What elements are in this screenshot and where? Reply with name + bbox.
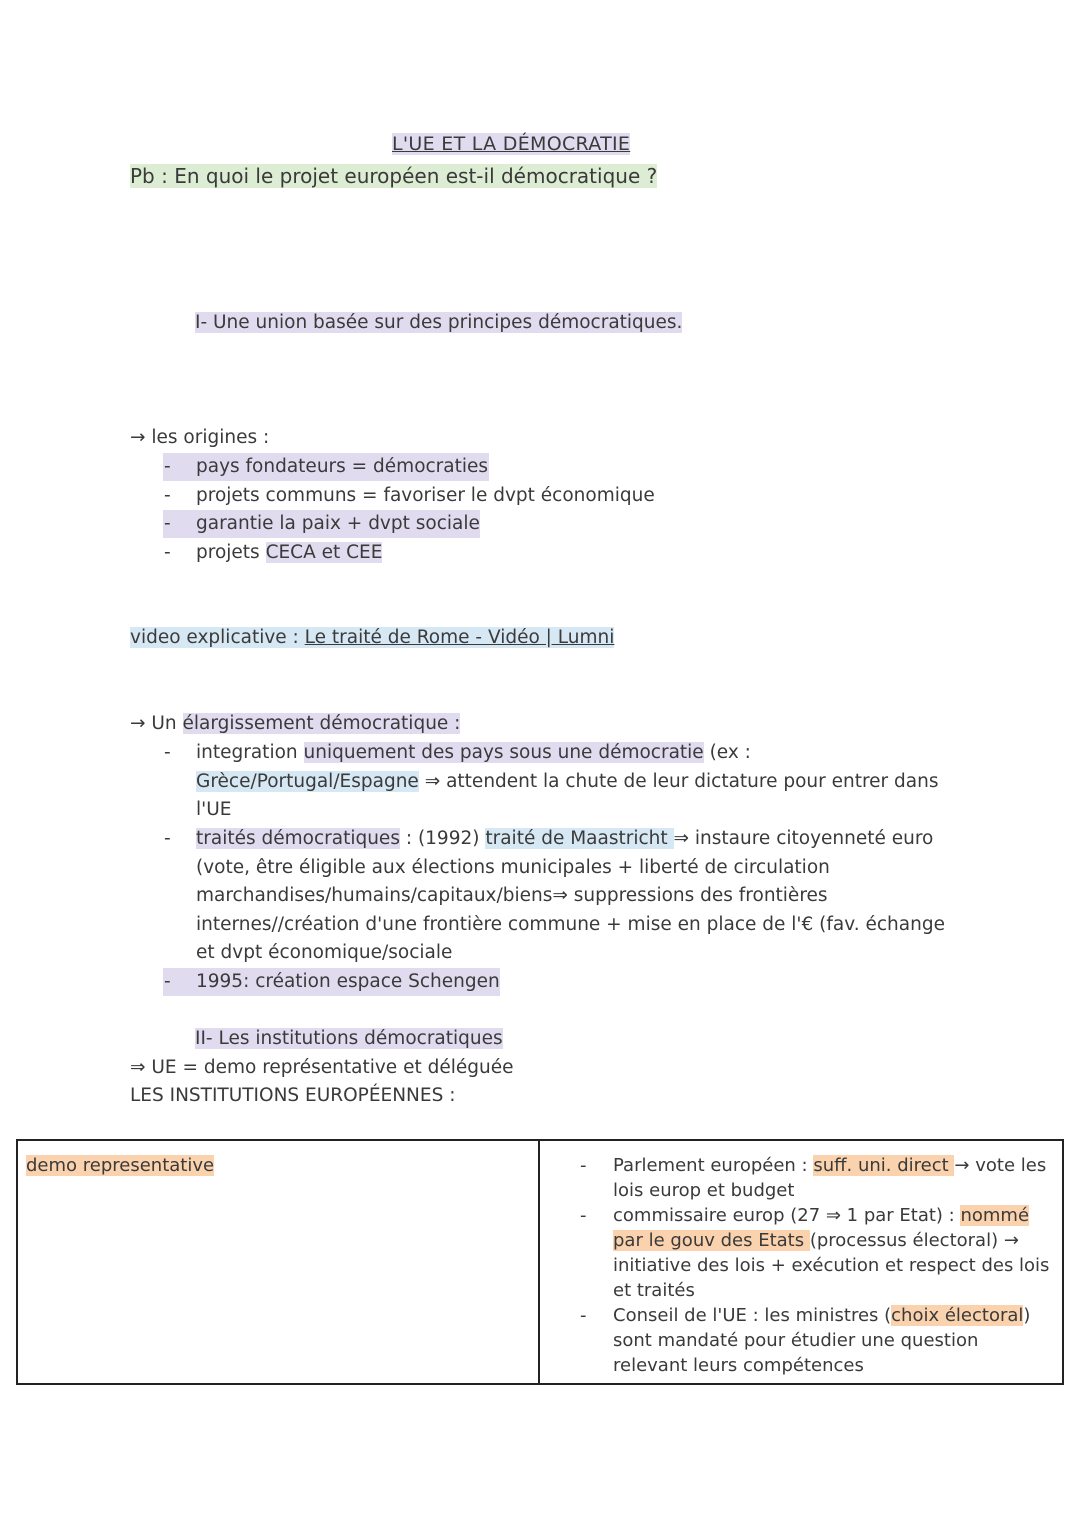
enlargement-b2-maastricht: traité de Maastricht [485, 828, 674, 849]
origins-item-3-text: garantie la paix + dvpt sociale [196, 513, 480, 534]
table-row [17, 1140, 1063, 1384]
page-title-text: L'UE ET LA DÉMOCRATIE [392, 133, 631, 155]
video-highlight [130, 627, 614, 648]
video-line [130, 624, 614, 652]
table-left-label [26, 1153, 214, 1178]
origins-item-3-highlight [163, 510, 480, 538]
origins-item-1 [163, 453, 489, 481]
enlargement-bullet-2-line-4: internes//création d'une frontière commune + mise en place de l'€ (fav. échange [196, 914, 945, 935]
enlargement-b2-highlight: traités démocratiques [196, 828, 400, 849]
table-cell-right [539, 1140, 1063, 1384]
origins-item-4-highlight: CECA et CEE [265, 542, 383, 563]
enlargement-b3-text: 1995: création espace Schengen [196, 971, 500, 992]
enlargement-label: élargissement démocratique : [182, 713, 461, 734]
enlargement-label-line [130, 710, 460, 738]
enlargement-b1-countries: Grèce/Portugal/Espagne [196, 771, 419, 792]
table-r2-highlight-2: par le gouv des Etats [613, 1230, 810, 1251]
origins-label: → les origines : [130, 427, 270, 448]
table-cell-left [17, 1140, 539, 1384]
enlargement-bullet-2-line-2: (vote, être éligible aux élections municipales + liberté de circulation [196, 857, 830, 878]
table-r3-text-end: ) [1023, 1305, 1031, 1326]
origins-item-4-prefix: projets [196, 542, 266, 563]
table-r2-line-2 [613, 1228, 1019, 1253]
enlargement-prefix: → Un [130, 713, 183, 734]
bullet-dash: - [164, 485, 171, 506]
enlargement-b1-text-end: (ex : [703, 742, 751, 763]
section1-heading [195, 309, 682, 337]
enlargement-b2-text: ⇒ instaure citoyenneté euro [673, 828, 934, 849]
table-r1-line-1 [613, 1153, 1046, 1178]
section1-heading-text: I- Une union basée sur des principes démocratiques. [195, 312, 683, 333]
institutions-table [16, 1139, 1064, 1385]
bullet-dash: - [580, 1205, 587, 1226]
bullet-dash: - [164, 542, 171, 563]
table-r1-line-2: lois europ et budget [613, 1180, 795, 1201]
bullet-dash: - [580, 1155, 587, 1176]
table-r3-line-2: sont mandaté pour étudier une question [613, 1330, 979, 1351]
origins-item-2 [163, 482, 655, 510]
table-r3-line-1 [613, 1303, 1030, 1328]
table-r1-text-end: → vote les [954, 1155, 1047, 1176]
origins-item-3 [163, 510, 480, 538]
bullet-dash: - [164, 742, 171, 763]
page-title [392, 130, 630, 158]
enlargement-b1-text: integration [196, 742, 304, 763]
table-r2-highlight: nommé [960, 1205, 1030, 1226]
origins-item-4 [163, 539, 382, 567]
table-r3-highlight: choix électoral [891, 1305, 1024, 1326]
table-r2-line-4: et traités [613, 1280, 695, 1301]
origins-item-1-text: pays fondateurs = démocraties [196, 456, 489, 477]
enlargement-bullet-3 [163, 968, 500, 996]
section2-heading-text: II- Les institutions démocratiques [195, 1028, 503, 1049]
bullet-dash: - [164, 971, 171, 992]
enlargement-b1-highlight: uniquement des pays sous une démocratie [303, 742, 704, 763]
enlargement-b2-date: : (1992) [399, 828, 486, 849]
table-r1-text: Parlement européen : [613, 1155, 814, 1176]
enlargement-bullet-1 [163, 739, 751, 767]
table-r2-line-1 [613, 1203, 1029, 1228]
bullet-dash: - [580, 1305, 587, 1326]
table-left-text: demo representative [26, 1155, 215, 1176]
enlargement-b3-highlight [163, 968, 500, 996]
section2-line-1: ⇒ UE = demo représentative et déléguée [130, 1057, 514, 1078]
table-r1-highlight: suff. uni. direct [813, 1155, 955, 1176]
table-r2-line-3: initiative des lois + exécution et respect des lois [613, 1255, 1050, 1276]
section2-line-2: LES INSTITUTIONS EUROPÉENNES : [130, 1085, 456, 1106]
bullet-dash: - [164, 828, 171, 849]
table-r3-line-3: relevant leurs compétences [613, 1355, 864, 1376]
bullet-dash: - [164, 513, 171, 534]
table-r2-text: commissaire europ (27 ⇒ 1 par Etat) : [613, 1205, 961, 1226]
enlargement-bullet-2 [163, 825, 933, 853]
enlargement-bullet-2-line-5: et dvpt économique/sociale [196, 942, 453, 963]
enlargement-bullet-1-line-3: l'UE [196, 799, 232, 820]
problematic-text: Pb : En quoi le projet européen est-il démocratique ? [130, 164, 658, 188]
bullet-dash: - [164, 456, 171, 477]
video-label: video explicative : [130, 627, 305, 648]
enlargement-bullet-1-line-2 [196, 768, 939, 796]
video-link[interactable]: Le traité de Rome - Vidéo | Lumni [304, 627, 615, 648]
enlargement-b1-line2-text: ⇒ attendent la chute de leur dictature pour entrer dans [418, 771, 939, 792]
origins-item-2-text: projets communs = favoriser le dvpt économique [196, 485, 655, 506]
problematic [130, 162, 657, 190]
table-r3-text: Conseil de l'UE : les ministres ( [613, 1305, 892, 1326]
enlargement-bullet-2-line-3: marchandises/humains/capitaux/biens⇒ suppressions des frontières [196, 885, 828, 906]
section2-heading [195, 1025, 503, 1053]
origins-item-1-highlight [163, 453, 489, 481]
table-r2-text-2: (processus électoral) → [809, 1230, 1019, 1251]
